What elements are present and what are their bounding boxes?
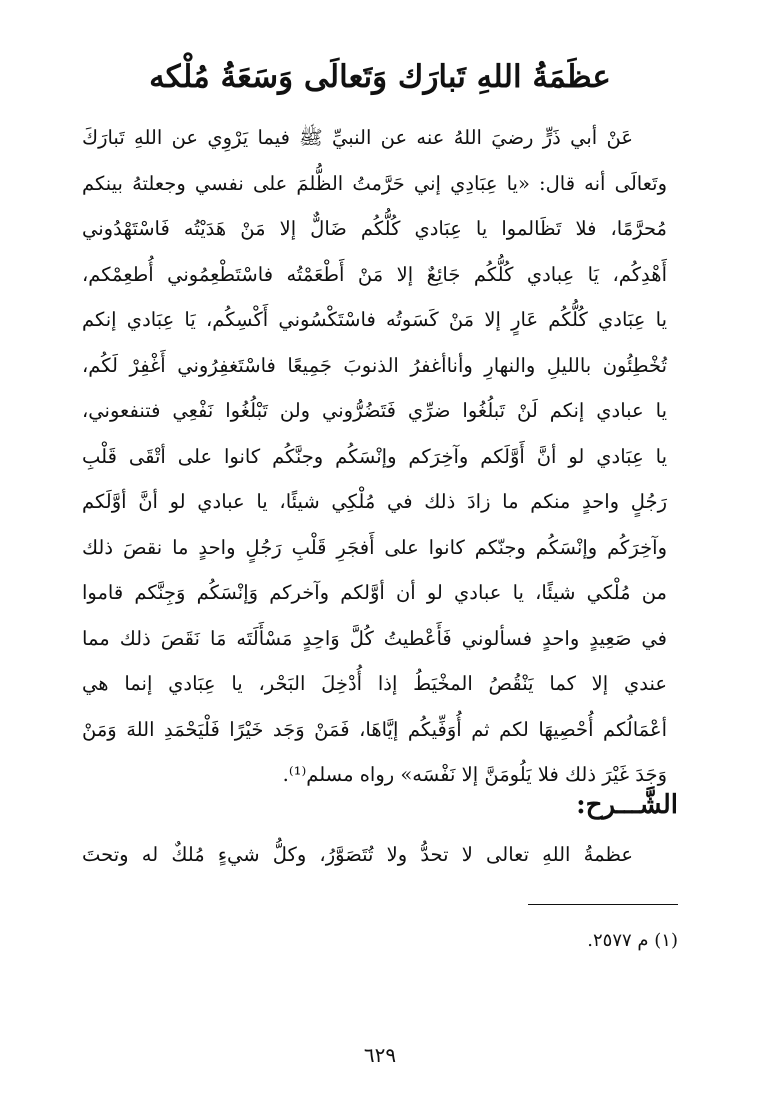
hadith-line: يا عِبَادي كُلُّكُم عَارٍ إلا مَنْ كَسَوتُه فاسْتَكْسُوني أَكْسِكُم، يَا عِبَادي إنكم (82, 308, 667, 331)
hadith-line: مُحرَّمًا، فلا تَظَالموا يا عِبَادي كُلُّكُم ضَالٌّ إلا مَنْ هَدَيْتُه فَاسْتَهْدُوني (82, 217, 667, 240)
commentary-text: عظمةُ اللهِ تعالى لا تحدُّ ولا تُتَصَوَّرُ، وكلُّ شيءٍ مُلكٌ له وتحتَ (82, 843, 633, 866)
hadith-line: عَنْ أبي ذَرٍّ رضيَ اللهُ عنه عن النبيِّ ﷺ فيما يَرْوِي عن اللهِ تَبارَكَ (82, 126, 633, 149)
hadith-line: وَجَدَ غَيْرَ ذلك فلا يَلُومَنَّ إلا نَفْسَه» رواه مسلم⁽¹⁾. (282, 763, 667, 786)
chapter-title: عظَمَةُ اللهِ تَبارَك وَتَعالَى وَسَعَةُ مُلْكه (149, 59, 611, 95)
hadith-line: تُخْطِئُون بالليلِ والنهارِ وأناأغفرُ الذنوبَ جَمِيعًا فاسْتَغفِرُوني أَغْفِرْ لَكُم، (82, 353, 667, 377)
hadith-line: من مُلْكي شيئًا، يا عبادي لو أن أوَّلكم وآخركم وَإنْسَكُم وَجِنَّكم قاموا (82, 581, 667, 604)
hadith-line: أَهْدِكُم، يَا عِبادي كُلُّكُم جَائِعٌ إلا مَنْ أَطْعَمْتُه فاسْتَطْعِمُوني أُطعِمْكم، (82, 262, 667, 286)
hadith-line: عندي إلا كما يَنْقُصُ المخْيَطُ إذا أُدْخِلَ البَحْر، يا عِبَادي إنما هي (82, 672, 667, 695)
footnote: (١) م ٢٥٧٧. (587, 930, 678, 951)
commentary-heading: الشَّـــرح: (576, 790, 678, 820)
hadith-paragraph (82, 115, 667, 798)
hadith-line: وتَعالَى أنه قال: «يا عِبَادِي إني حَرَّمتُ الظُّلمَ على نفسي وجعلتهُ بينكم (82, 171, 667, 195)
page-number: ٦٢٩ (363, 1043, 397, 1067)
hadith-line: رَجُلٍ واحدٍ منكم ما زادَ ذلك في مُلْكِي شيئًا، يا عبادي لو أنَّ أوَّلَكم (82, 490, 667, 513)
hadith-line: أعْمَالُكم أُحْصِيهَا لكم ثم أُوَفِّيكُم إيَّاهَا، فَمَنْ وَجَد خَيْرًا فَلْيَحْمَدِ اللهَ وَمَنْ (82, 717, 667, 741)
hadith-line: يا عِبَادي لو أنَّ أَوَّلَكم وآخِرَكم وإنْسَكُم وجنَّكُم كانوا على أتْقَى قَلْبِ (82, 444, 667, 468)
hadith-line: يا عبادي إنكم لَنْ تَبلُغُوا ضرِّي فَتَضُرُّوني ولن تَبْلُغُوا نَفْعِي فتنفعوني، (82, 399, 667, 422)
hadith-line: في صَعِيدٍ واحدٍ فسألوني فَأَعْطيتُ كُلَّ وَاحِدٍ مَسْأَلَتَه مَا نَقَصَ ذلك مما (82, 626, 667, 650)
hadith-line: وآخِرَكُم وإنْسَكُم وجنّكم كانوا على أَفجَرِ قَلْبِ رَجُلٍ واحدٍ ما نقصَ ذلك (82, 535, 667, 559)
footnote-divider (528, 904, 678, 905)
